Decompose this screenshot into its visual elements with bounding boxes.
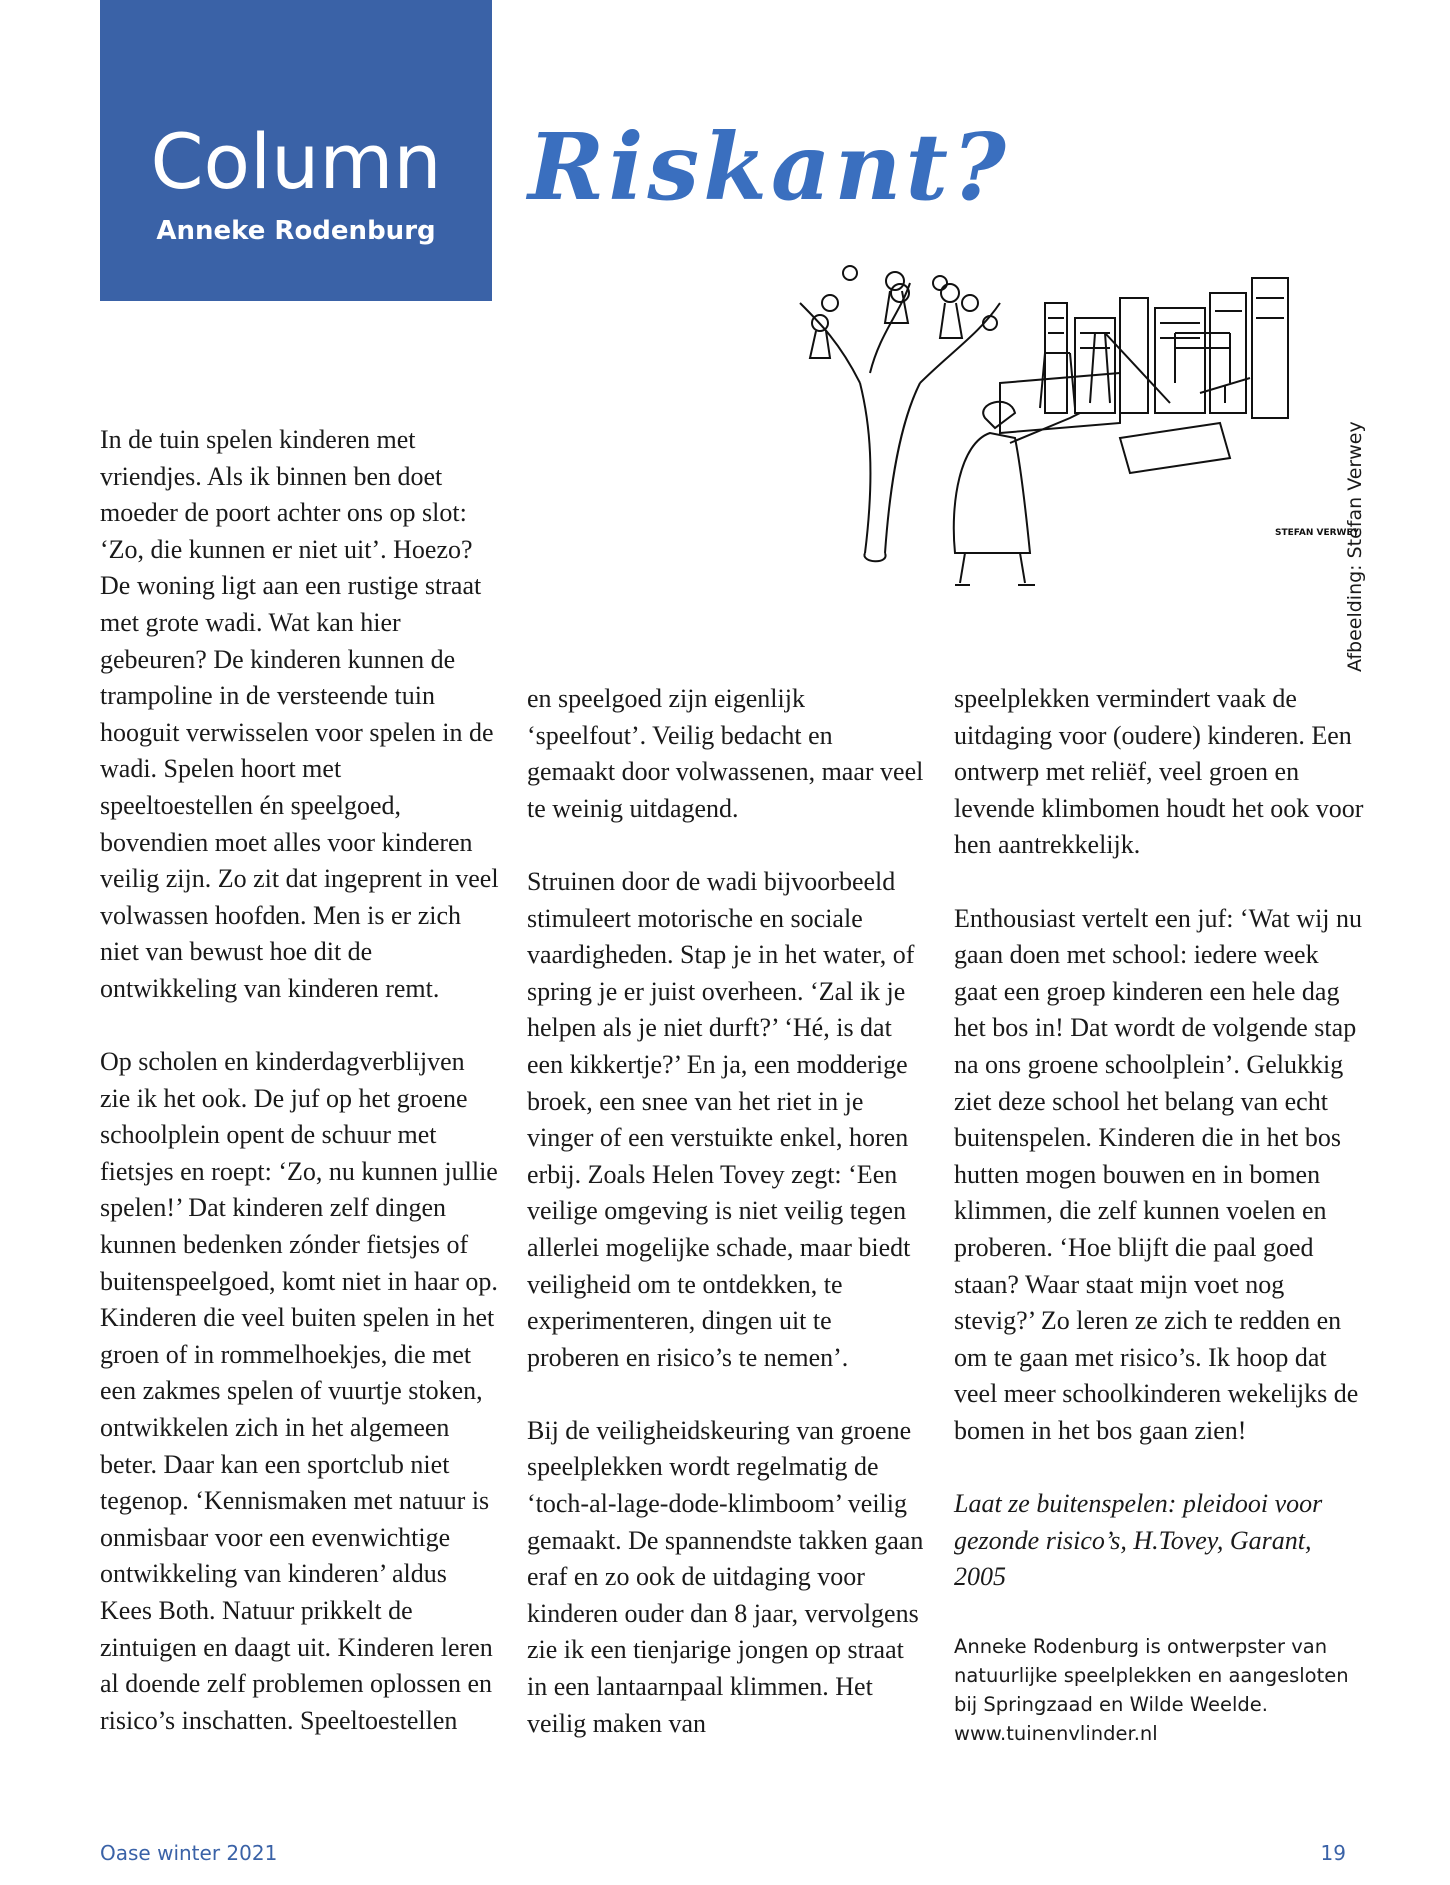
children-in-tree [810, 272, 962, 358]
image-credit-text: Afbeelding: Stefan Verwey [1344, 421, 1366, 672]
article-headline: Riskant? [528, 113, 1010, 221]
text-column-1 [100, 422, 500, 1776]
pointing-man [954, 402, 1080, 585]
paragraph: speelplekken vermindert vaak de uitdaging voor (oudere) kinderen. Een ontwerp met reliëf, veel groen en levende klimbomen houdt het ook voor hen aantrekkelijk. [954, 684, 1364, 860]
playground-equipment [1000, 333, 1250, 473]
magazine-issue: Oase winter 2021 [100, 1841, 278, 1865]
paragraph: Enthousiast vertelt een juf: ‘Wat wij nu gaan doen met school: iedere week gaat een groep kinderen een hele dag het bos in! Dat wordt de volgende stap na ons groene schoolplein’. Gelukkig ziet deze school het belang van echt buitenspelen. Kinderen die in het bos hutten mogen bouwen en in bomen klimmen, die zelf kunnen voelen en proberen. ‘Hoe blijft die paal goed staan? Waar staat mijn voet nog stevig?’ Zo leren ze zich te redden en om te gaan met risico’s. Ik hoop dat veel meer schoolkinderen wekelijks de bomen in het bos gaan zien! [954, 903, 1363, 1445]
paragraph: Bij de veiligheidskeuring van groene speelplekken wordt regelmatig de ‘toch-al-lage-dode-klimboom’ veilig gemaakt. De spannendste takken gaan eraf en zo ook de uitdaging voor kinderen ouder dan 8 jaar, vervolgens zie ik een tienjarige jongen op straat in een lantaarnpaal klimmen. Het veilig maken van [527, 1415, 924, 1738]
column-header-box [100, 0, 492, 301]
author-bio-text: Anneke Rodenburg is ontwerpster van natuurlijke speelplekken en aangesloten bij Springzaad en Wilde Weelde. [954, 1635, 1349, 1717]
author-name: Anneke Rodenburg [156, 216, 436, 246]
section-title: Column [150, 117, 442, 206]
text-column-3 [954, 681, 1364, 1748]
page-number: 19 [1320, 1841, 1346, 1865]
paragraph: Struinen door de wadi bijvoorbeeld stimuleert motorische en sociale vaardigheden. Stap je in het water, of spring je er juist overheen. ‘Zal ik je helpen als je niet durft?’ ‘Hé, is dat een kikkertje?’ En ja, een modderige broek, een snee van het riet in je vinger of een verstuikte enkel, horen erbij. Zoals Helen Tovey zegt: ‘Een veilige omgeving is niet veilig tegen allerlei mogelijke schade, maar biedt veiligheid om te ontdekken, te experimenteren, dingen uit te proberen en risico’s te nemen’. [527, 866, 915, 1372]
paragraph: en speelgoed zijn eigenlijk ‘speelfout’. Veilig bedacht en gemaakt door volwassenen, maar veel te weinig uitdagend. [527, 684, 924, 823]
signature-text: STEFAN VERWEY [1275, 528, 1360, 538]
text-column-2 [527, 681, 927, 1779]
author-website: www.tuinenvlinder.nl [954, 1722, 1158, 1746]
author-bio [954, 1632, 1364, 1748]
skyline-buildings [1045, 278, 1288, 418]
tree [800, 266, 1000, 561]
paragraph: In de tuin spelen kinderen met vriendjes. Als ik binnen ben doet moeder de poort achter ons op slot: ‘Zo, die kunnen er niet uit’. Hoezo? De woning ligt aan een rustige straat met grote wadi. Wat kan hier gebeuren? De kinderen kunnen de trampoline in de versteende tuin hooguit verwisselen voor spelen in de wadi. Spelen hoort met speeltoestellen én speelgoed, bovendien moet alles voor kinderen veilig zijn. Zo zit dat ingeprent in veel volwassen hoofden. Men is er zich niet van bewust hoe dit de ontwikkeling van kinderen remt. [100, 425, 499, 1003]
source-reference: Laat ze buitenspelen: pleidooi voor gezonde risico’s, H.Tovey, Garant, 2005 [954, 1489, 1323, 1592]
paragraph: Op scholen en kinderdagverblijven zie ik het ook. De juf op het groene schoolplein opent de schuur met fietsjes en roept: ‘Zo, nu kunnen jullie spelen!’ Dat kinderen zelf dingen kunnen bedenken zónder fietsjes of buitenspeelgoed, komt niet in haar op. Kinderen die veel buiten spelen in het groen of in rommelhoekjes, die met een zakmes spelen of vuurtje stoken, ontwikkelen zich in het algemeen beter. Daar kan een sportclub niet tegenop. ‘Kennismaken met natuur is onmisbaar voor een evenwichtige ontwikkeling van kinderen’ aldus Kees Both. Natuur prikkelt de zintuigen en daagt uit. Kinderen leren al doende zelf problemen oplossen en risico’s inschatten. Speeltoestellen [100, 1047, 498, 1735]
